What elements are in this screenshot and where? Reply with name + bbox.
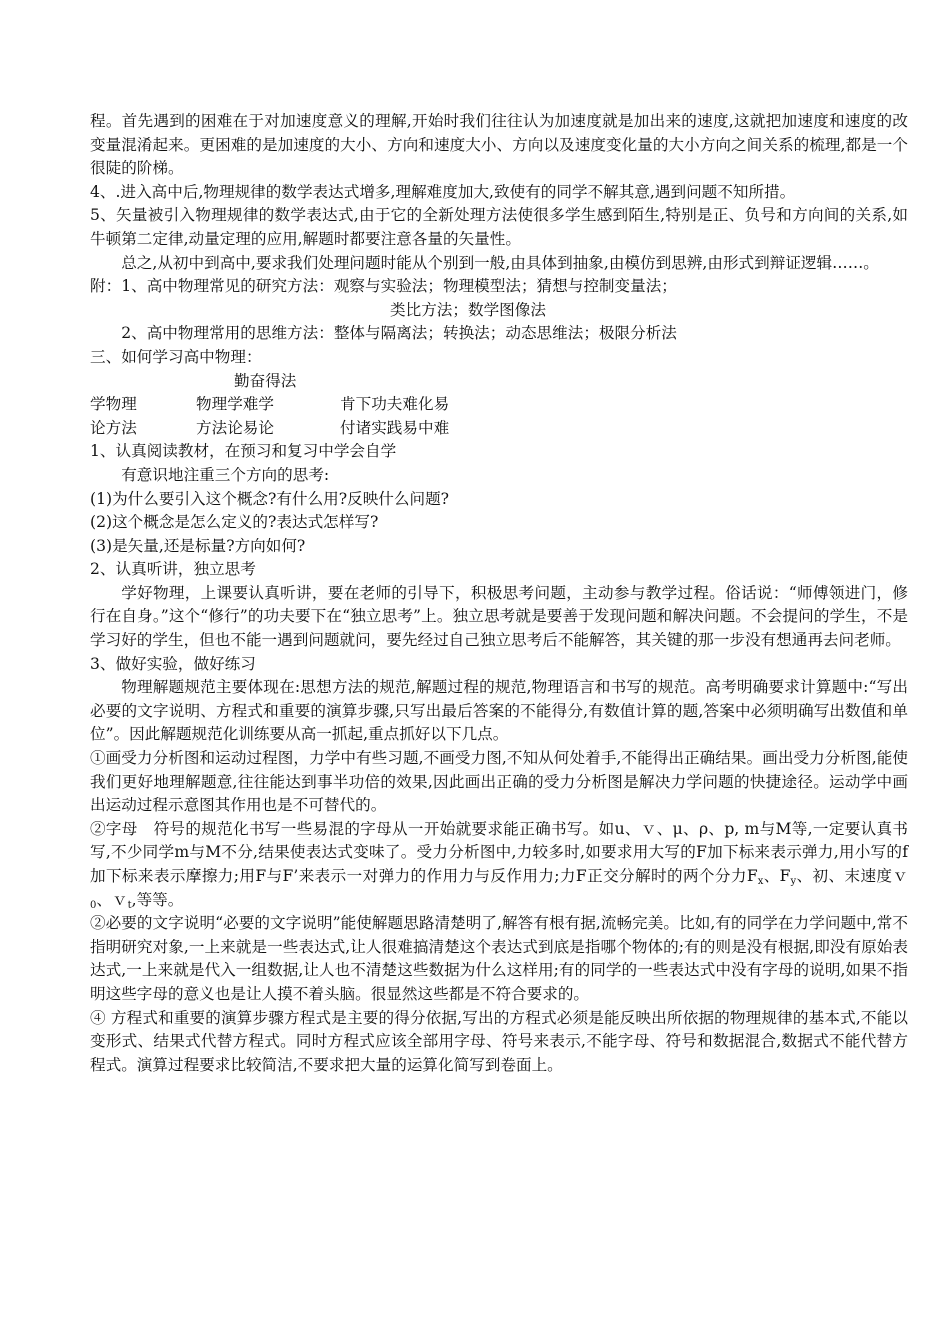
subsection-experiments: 3、做好实验，做好练习	[90, 654, 256, 673]
paragraph-point-4: 4、.进入高中后,物理规律的数学表达式增多,理解难度加大,致使有的同学不解其意,遇到问题不知所措。	[90, 182, 796, 201]
paragraph-summary: 总之,从初中到高中,要求我们处理问题时能从个别到一般,由具体到抽象,由模仿到思辨,由形式到辩证逻辑……。	[121, 253, 879, 272]
paragraph-three-directions: 有意识地注重三个方向的思考:	[121, 465, 330, 484]
motto-cell: 论方法	[90, 418, 137, 437]
subsection-read-textbook: 1、认真阅读教材，在预习和复习中学会自学	[90, 442, 397, 461]
paragraph-text-explanation: ②必要的文字说明“必要的文字说明”能使解题思路清楚明了,解答有根有据,流畅完美。比如,有的同学在力学问题中,常不指明研究对象,一上来就是一些表达式,让人很难搞清楚这个表达式到底是指哪个物体的;有的则是没有根据,即没有原始表达式,一上来就是代入一组数据,让人也不清楚这些数据为什么这样用;有的同学的一些表达式中没有字母的说明,如果不指明这些字母的意义也是让人摸不着头脑。很显然这些都是不符合要求的。	[90, 914, 908, 1003]
motto-cell: 学物理	[90, 395, 137, 414]
subscript-x: x	[757, 876, 764, 887]
motto-title: 勤奋得法	[234, 371, 297, 390]
question-1: (1)为什么要引入这个概念?有什么用?反映什么问题?	[90, 489, 450, 508]
motto-cell: 方法论易论	[196, 418, 274, 437]
document-body	[90, 110, 908, 1077]
motto-cell: 付诸实践易中难	[340, 418, 450, 437]
letters-text: ,等等。	[131, 890, 184, 909]
paragraph-problem-norms: 物理解题规范主要体现在:思想方法的规范,解题过程的规范,物理语言和书写的规范。高考明确要求计算题中:“写出必要的文字说明、方程式和重要的演算步骤,只写出最后答案的不能得分,有数值计算的题,答案中必须明确写出数值和单位”。因此解题规范化训练要从高一抓起,重点抓好以下几点。	[90, 678, 908, 744]
appendix-methods-2: 2、高中物理常用的思维方法：整体与隔离法；转换法；动态思维法；极限分析法	[121, 324, 677, 343]
appendix-methods-1-cont: 类比方法；数学图像法	[390, 300, 546, 319]
paragraph-listen-think: 学好物理，上课要认真听讲，要在老师的引导下，积极思考问题，主动参与教学过程。俗话说：“师傅领进门，修行在自身。”这个“修行”的功夫要下在“独立思考”上。独立思考就是要善于发现问题和解决问题。不会提问的学生，不是学习好的学生，但也不能一遇到问题就问，要先经过自己独立思考后不能解答，其关键的那一步没有想通再去问老师。	[90, 583, 908, 650]
paragraph-acceleration: 程。首先遇到的困难在于对加速度意义的理解,开始时我们往往认为加速度就是加出来的速度,这就把加速度和速度的改变量混淆起来。更困难的是加速度的大小、方向和速度大小、方向以及速度变化量的大小方向之间关系的梳理,都是一个很陡的阶梯。	[90, 112, 908, 178]
subscript-y: y	[790, 876, 797, 887]
paragraph-force-diagram: ①画受力分析图和运动过程图，力学中有些习题,不画受力图,不知从何处着手,不能得出正确结果。画出受力分析图,能使我们更好地理解题意,往往能达到事半功倍的效果,因此画出正确的受力分析图是解决力学问题的快捷途径。运动学中画出运动过程示意图其作用也是不可替代的。	[90, 749, 908, 815]
appendix-methods-1: 附：1、高中物理常见的研究方法：观察与实验法；物理模型法；猜想与控制变量法；	[90, 277, 677, 296]
letters-text: 、F	[763, 867, 791, 885]
section-heading-3: 三、如何学习高中物理：	[90, 347, 262, 366]
question-3: (3)是矢量,还是标量?方向如何?	[90, 536, 306, 555]
subsection-listen-think: 2、认真听讲，独立思考	[90, 560, 256, 579]
paragraph-point-5: 5、矢量被引入物理规律的数学表达式,由于它的全新处理方法使很多学生感到陌生,特别是正、负号和方向间的关系,如牛顿第二定律,动量定理的应用,解题时都要注意各量的矢量性。	[90, 206, 908, 248]
motto-cell: 肯下功夫难化易	[340, 395, 450, 414]
motto-row-1	[90, 393, 908, 417]
motto-row-2	[90, 417, 908, 441]
letters-text: ②字母 符号的规范化书写一些易混的字母从一开始就要求能正确书写。如u、ｖ、μ、ρ、p, m与M等,一定要认真书写,不少同学m与M不分,结果使表达式变味了。受力分析图中,力较多时,如要求用大写的F加下标来表示弹力,用小写的f加下标来表示摩擦力;用F与F’来表示一对弹力的作用力与反作用力;力F正交分解时的两个分力F	[90, 819, 908, 885]
motto-cell: 物理学难学	[196, 395, 274, 414]
subscript-0: 0	[90, 899, 97, 911]
subscript-t: t	[127, 899, 132, 911]
question-2: (2)这个概念是怎么定义的?表达式怎样写?	[90, 513, 379, 532]
letters-text: 、ｖ	[96, 890, 128, 909]
paragraph-letters	[90, 818, 908, 912]
letters-text: 、初、末速度ｖ	[796, 867, 908, 885]
paragraph-equations: ④ 方程式和重要的演算步骤方程式是主要的得分依据,写出的方程式必须是能反映出所依据的物理规律的基本式,不能以变形式、结果式代替方程式。同时方程式应该全部用字母、符号来表示,不能字母、符号和数据混合,数据式不能代替方程式。演算过程要求比较简洁,不要求把大量的运算化简写到卷面上。	[90, 1008, 908, 1074]
